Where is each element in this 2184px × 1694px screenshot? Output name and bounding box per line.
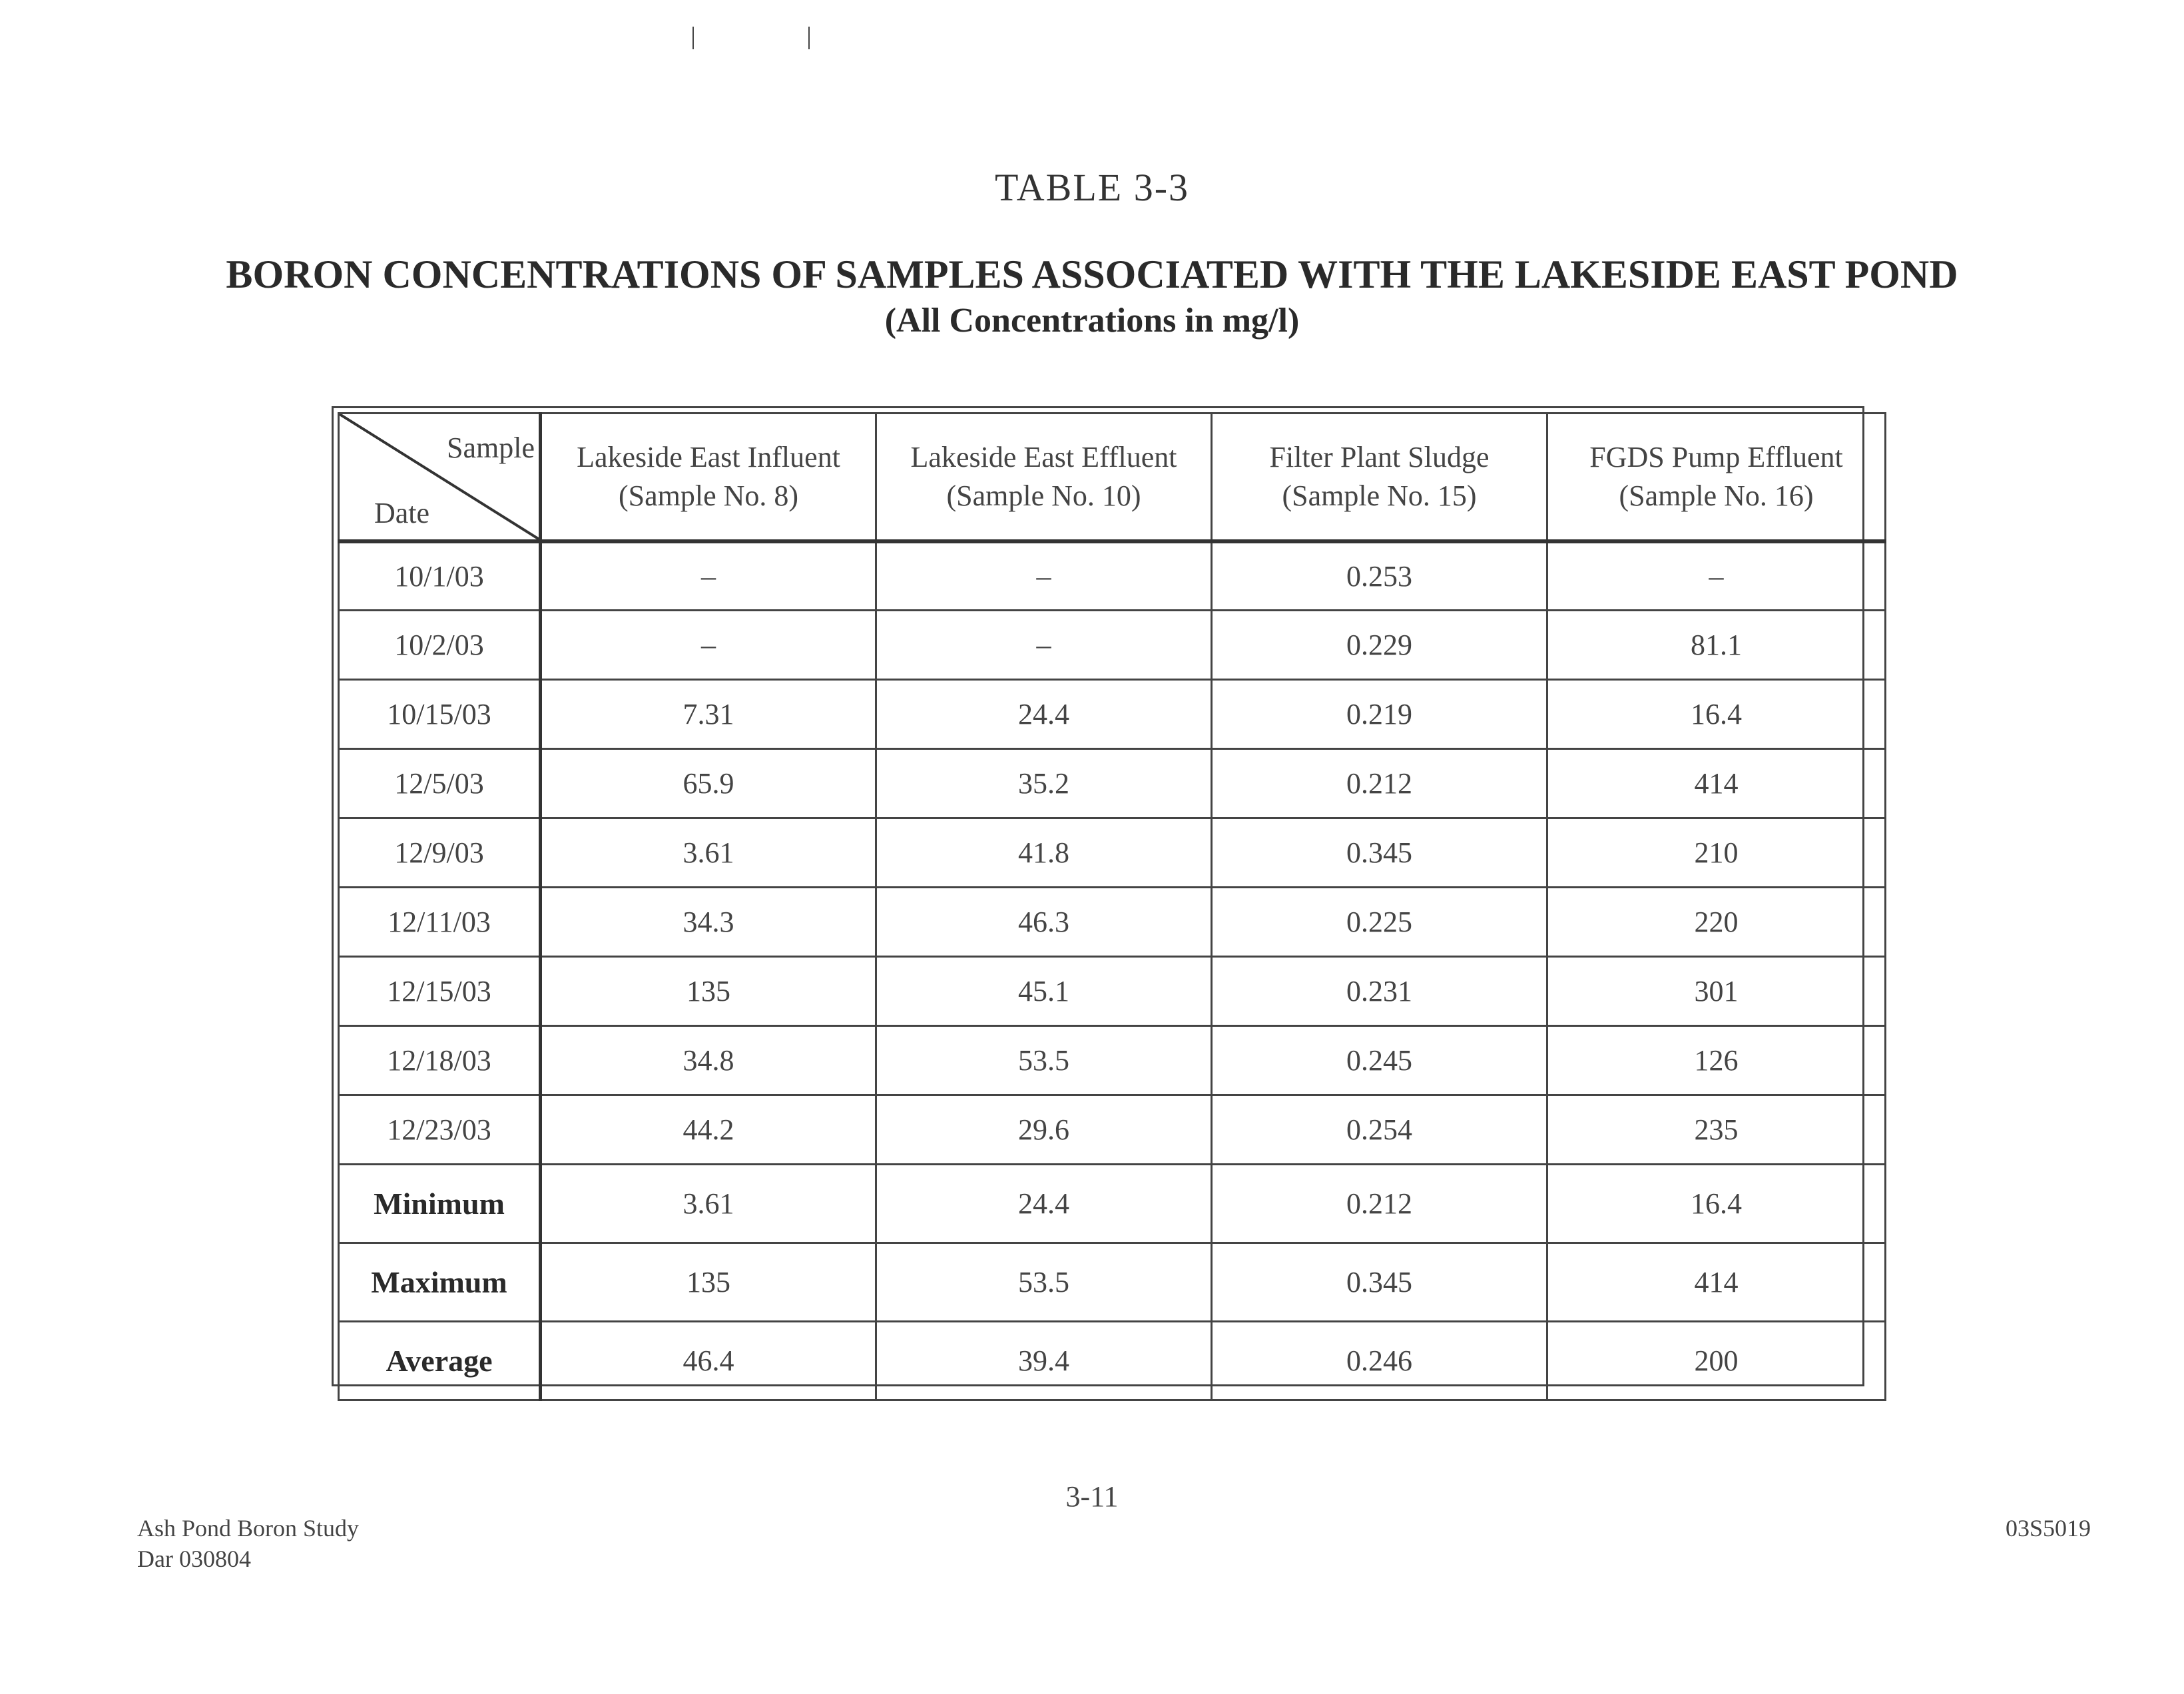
- footer-study-name: Ash Pond Boron Study: [137, 1515, 360, 1542]
- table-row: [339, 818, 1886, 888]
- page-number: 3-11: [1065, 1480, 1119, 1513]
- value-cell: 39.4: [876, 1322, 1212, 1400]
- column-header-name: FGDS Pump Effluent: [1589, 440, 1843, 473]
- value-cell: 46.3: [876, 888, 1212, 957]
- footer-doc-date: Dar 030804: [137, 1546, 251, 1572]
- value-cell: 53.5: [876, 1026, 1212, 1095]
- value-cell: 0.254: [1212, 1095, 1547, 1165]
- value-cell: 0.253: [1212, 541, 1547, 611]
- value-cell: 24.4: [876, 1165, 1212, 1243]
- document-title: BORON CONCENTRATIONS OF SAMPLES ASSOCIATED WITH THE LAKESIDE EAST POND: [226, 252, 1958, 296]
- value-cell: 0.345: [1212, 818, 1547, 888]
- value-cell: 200: [1547, 1322, 1886, 1400]
- value-cell: 235: [1547, 1095, 1886, 1165]
- value-cell: 126: [1547, 1026, 1886, 1095]
- footer-left: [137, 1513, 359, 1574]
- value-cell: 0.345: [1212, 1243, 1547, 1322]
- value-cell: 414: [1547, 1243, 1886, 1322]
- column-header-name: Lakeside East Effluent: [910, 440, 1177, 473]
- value-cell: 414: [1547, 749, 1886, 818]
- value-cell: 16.4: [1547, 680, 1886, 749]
- corner-date-label: Date: [374, 496, 430, 529]
- boron-concentration-table: [338, 412, 1886, 1401]
- summary-row-average: [339, 1322, 1886, 1400]
- date-cell: 12/11/03: [339, 888, 541, 957]
- value-cell: 41.8: [876, 818, 1212, 888]
- column-header-name: Filter Plant Sludge: [1269, 440, 1490, 473]
- table-row: [339, 888, 1886, 957]
- value-cell: –: [876, 611, 1212, 680]
- value-cell: –: [876, 541, 1212, 611]
- value-cell: 0.219: [1212, 680, 1547, 749]
- value-cell: 16.4: [1547, 1165, 1886, 1243]
- table-row: [339, 1026, 1886, 1095]
- value-cell: 81.1: [1547, 611, 1886, 680]
- document-subtitle: (All Concentrations in mg/l): [884, 302, 1300, 340]
- corner-sample-label: Sample: [447, 431, 535, 464]
- value-cell: 135: [541, 957, 876, 1026]
- date-cell: 12/23/03: [339, 1095, 541, 1165]
- column-header: [876, 414, 1212, 541]
- value-cell: 7.31: [541, 680, 876, 749]
- table-row: [339, 957, 1886, 1026]
- value-cell: 35.2: [876, 749, 1212, 818]
- value-cell: 3.61: [541, 1165, 876, 1243]
- value-cell: –: [1547, 541, 1886, 611]
- value-cell: 135: [541, 1243, 876, 1322]
- value-cell: 53.5: [876, 1243, 1212, 1322]
- date-cell: 10/2/03: [339, 611, 541, 680]
- value-cell: 46.4: [541, 1322, 876, 1400]
- value-cell: 0.212: [1212, 749, 1547, 818]
- value-cell: 301: [1547, 957, 1886, 1026]
- value-cell: 29.6: [876, 1095, 1212, 1165]
- scan-tick-mark: [692, 27, 694, 49]
- date-cell: 12/15/03: [339, 957, 541, 1026]
- date-cell: 12/9/03: [339, 818, 541, 888]
- table-row: [339, 611, 1886, 680]
- column-header: [1212, 414, 1547, 541]
- summary-label: Maximum: [339, 1243, 541, 1322]
- table-row: [339, 541, 1886, 611]
- summary-label: Minimum: [339, 1165, 541, 1243]
- date-cell: 12/18/03: [339, 1026, 541, 1095]
- summary-row-minimum: [339, 1165, 1886, 1243]
- value-cell: 0.212: [1212, 1165, 1547, 1243]
- footer-document-code: 03S5019: [2005, 1515, 2091, 1542]
- table-row: [339, 1095, 1886, 1165]
- scan-tick-mark: [808, 27, 810, 49]
- boron-table-frame: [332, 406, 1864, 1386]
- column-header-sample: (Sample No. 16): [1619, 479, 1814, 512]
- table-row: [339, 749, 1886, 818]
- value-cell: 0.229: [1212, 611, 1547, 680]
- table-label: TABLE 3-3: [994, 166, 1190, 209]
- value-cell: 34.3: [541, 888, 876, 957]
- table-header-row: [339, 414, 1886, 541]
- value-cell: 220: [1547, 888, 1886, 957]
- value-cell: 0.246: [1212, 1322, 1547, 1400]
- date-cell: 10/15/03: [339, 680, 541, 749]
- value-cell: 45.1: [876, 957, 1212, 1026]
- value-cell: 0.225: [1212, 888, 1547, 957]
- column-header-sample: (Sample No. 10): [946, 479, 1141, 512]
- table-row: [339, 680, 1886, 749]
- column-header-sample: (Sample No. 15): [1282, 479, 1477, 512]
- value-cell: 3.61: [541, 818, 876, 888]
- corner-header-cell: [339, 414, 541, 541]
- summary-row-maximum: [339, 1243, 1886, 1322]
- date-cell: 12/5/03: [339, 749, 541, 818]
- summary-label: Average: [339, 1322, 541, 1400]
- value-cell: –: [541, 611, 876, 680]
- column-header: [541, 414, 876, 541]
- value-cell: 0.245: [1212, 1026, 1547, 1095]
- value-cell: 34.8: [541, 1026, 876, 1095]
- value-cell: 210: [1547, 818, 1886, 888]
- value-cell: –: [541, 541, 876, 611]
- value-cell: 0.231: [1212, 957, 1547, 1026]
- column-header-name: Lakeside East Influent: [577, 440, 840, 473]
- value-cell: 44.2: [541, 1095, 876, 1165]
- column-header-sample: (Sample No. 8): [618, 479, 799, 512]
- date-cell: 10/1/03: [339, 541, 541, 611]
- column-header: [1547, 414, 1886, 541]
- value-cell: 24.4: [876, 680, 1212, 749]
- value-cell: 65.9: [541, 749, 876, 818]
